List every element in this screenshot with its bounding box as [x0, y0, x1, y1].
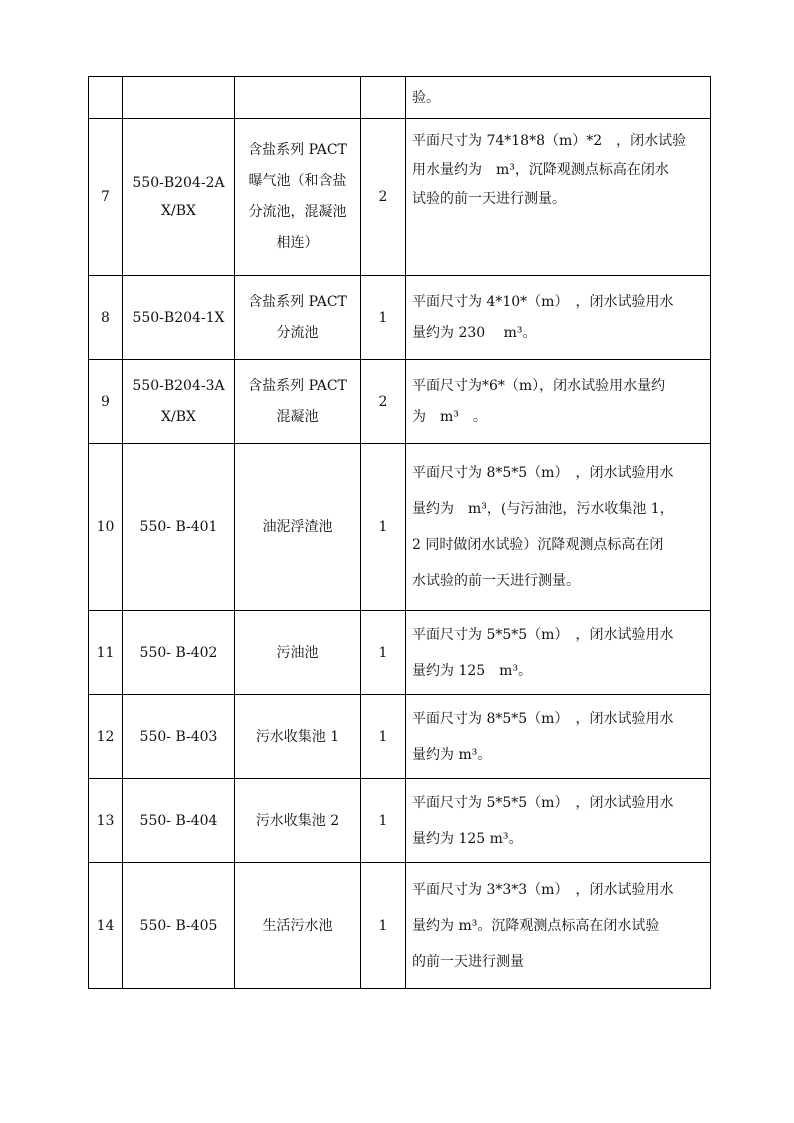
cell-name: 污水收集池 1: [235, 695, 361, 779]
cell-code: 550-B204-3A X/BX: [123, 360, 235, 444]
cell-no: 7: [89, 119, 123, 276]
cell-code: [123, 77, 235, 119]
cell-qty: 2: [361, 119, 406, 276]
cell-desc: 平面尺寸为 3*3*3（m） ，闭水试验用水 量约为 m³。沉降观测点标高在闭水试验 的前一天进行测量: [406, 863, 711, 989]
cell-qty: 1: [361, 276, 406, 360]
cell-qty: [361, 77, 406, 119]
cell-qty: 2: [361, 360, 406, 444]
table-row: [89, 863, 711, 989]
table-row: [89, 360, 711, 444]
cell-desc: 平面尺寸为 4*10*（m） ，闭水试验用水 量约为 230 m³。: [406, 276, 711, 360]
cell-code: 550- B-404: [123, 779, 235, 863]
cell-desc: 验。: [406, 77, 711, 119]
spec-table: [88, 76, 711, 989]
cell-desc: 平面尺寸为 8*5*5（m） ，闭水试验用水 量约为 m³。: [406, 695, 711, 779]
table-row: [89, 779, 711, 863]
cell-desc: 平面尺寸为 5*5*5（m） ，闭水试验用水 量约为 125 m³。: [406, 611, 711, 695]
cell-desc: 平面尺寸为 74*18*8（m）*2 ，闭水试验 用水量约为 m³，沉降观测点标高在闭水 试验的前一天进行测量。: [406, 119, 711, 276]
cell-name: [235, 77, 361, 119]
cell-no: 8: [89, 276, 123, 360]
table-row: [89, 611, 711, 695]
cell-name: 污油池: [235, 611, 361, 695]
cell-code: 550-B204-1X: [123, 276, 235, 360]
cell-code: 550-B204-2A X/BX: [123, 119, 235, 276]
table-row: [89, 444, 711, 611]
cell-no: 11: [89, 611, 123, 695]
cell-qty: 1: [361, 444, 406, 611]
cell-qty: 1: [361, 611, 406, 695]
table-row: [89, 276, 711, 360]
cell-no: 13: [89, 779, 123, 863]
cell-qty: 1: [361, 863, 406, 989]
cell-qty: 1: [361, 779, 406, 863]
cell-name: 含盐系列 PACT 混凝池: [235, 360, 361, 444]
cell-no: 14: [89, 863, 123, 989]
cell-desc: 平面尺寸为 5*5*5（m） ，闭水试验用水 量约为 125 m³。: [406, 779, 711, 863]
table-row: [89, 695, 711, 779]
table-row-continuation: [89, 77, 711, 119]
cell-name: 污水收集池 2: [235, 779, 361, 863]
cell-name: 含盐系列 PACT 分流池: [235, 276, 361, 360]
cell-no: 9: [89, 360, 123, 444]
cell-no: 12: [89, 695, 123, 779]
cell-name: 生活污水池: [235, 863, 361, 989]
cell-code: 550- B-401: [123, 444, 235, 611]
cell-name: 油泥浮渣池: [235, 444, 361, 611]
cell-code: 550- B-402: [123, 611, 235, 695]
cell-no: 10: [89, 444, 123, 611]
cell-desc: 平面尺寸为*6*（m），闭水试验用水量约 为 m³ 。: [406, 360, 711, 444]
table-row: [89, 119, 711, 276]
cell-code: 550- B-405: [123, 863, 235, 989]
cell-qty: 1: [361, 695, 406, 779]
cell-desc: 平面尺寸为 8*5*5（m） ，闭水试验用水 量约为 m³，(与污油池，污水收集池 1， 2 同时做闭水试验）沉降观测点标高在闭 水试验的前一天进行测量。: [406, 444, 711, 611]
cell-name: 含盐系列 PACT 曝气池（和含盐 分流池，混凝池 相连）: [235, 119, 361, 276]
cell-no: [89, 77, 123, 119]
cell-code: 550- B-403: [123, 695, 235, 779]
